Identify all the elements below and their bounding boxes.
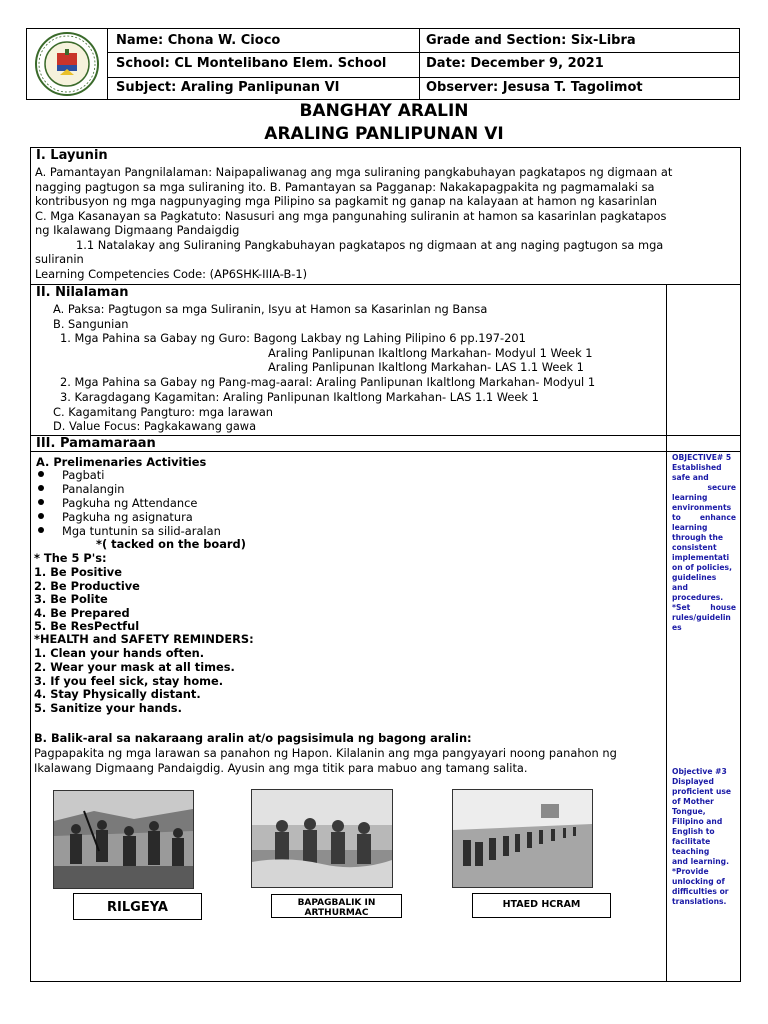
lesson-date: Date: December 9, 2021 — [426, 56, 604, 71]
subject: Subject: Araling Panlipunan VI — [116, 80, 340, 95]
nilalaman-heading: II. Nilalaman — [36, 285, 129, 300]
layunin-line: kontribusyon ng mga nagpunyaging mga Pilipino sa pagkamit ng ganap na kalayaan at hamon ng kasarinlan — [35, 194, 658, 208]
objective-5-note: OBJECTIVE# 5 Established safe and secure learning environments to enhance learning through the consistent implementati on of policies, guidelines and procedures. *Set house rules/guidelin es — [672, 453, 736, 632]
teacher-name: Name: Chona W. Cioco — [116, 33, 281, 48]
nilalaman-line: C. Kagamitang Pangturo: mga larawan — [53, 405, 274, 419]
five-ps-item: 4. Be Prepared — [34, 606, 130, 620]
layunin-line: C. Mga Kasanayan sa Pagkatuto: Nasusuri ang mga pangunahing suliranin at hamon sa kasarinlan pagkatapos — [35, 209, 667, 223]
grade-section: Grade and Section: Six-Libra — [426, 33, 636, 48]
guerrilla-photo — [53, 790, 194, 889]
macarthur-return-photo — [251, 789, 393, 888]
bullet-icon — [38, 471, 44, 477]
nilalaman-line: Araling Panlipunan Ikaltlong Markahan- Modyul 1 Week 1 — [268, 346, 593, 360]
health-item: 4. Stay Physically distant. — [34, 687, 201, 701]
nilalaman-line: B. Sangunian — [53, 317, 129, 331]
pamamaraan-heading: III. Pamamaraan — [36, 436, 156, 451]
death-march-photo — [452, 789, 593, 888]
nilalaman-line: 3. Karagdagang Kagamitan: Araling Panlipunan Ikaltlong Markahan- LAS 1.1 Week 1 — [60, 390, 539, 404]
five-ps-title: * The 5 P's: — [34, 551, 107, 565]
balik-aral-line: Ikalawang Digmaang Pandaigdig. Ayusin ang mga titik para mabuo ang tamang salita. — [34, 761, 528, 775]
scrambled-word-box: BAPAGBALIK IN ARTHURMAC — [271, 894, 402, 918]
doc-subtitle: ARALING PANLIPUNAN VI — [264, 124, 504, 144]
prelim-item: Pagbati — [62, 468, 105, 482]
five-ps-item: 1. Be Positive — [34, 565, 122, 579]
nilalaman-line: Araling Panlipunan Ikaltlong Markahan- LAS 1.1 Week 1 — [268, 360, 584, 374]
bullet-icon — [38, 513, 44, 519]
layunin-line: suliranin — [35, 252, 84, 266]
health-item: 5. Sanitize your hands. — [34, 701, 182, 715]
school-seal-logo — [32, 31, 102, 97]
prelim-heading: A. Prelimenaries Activities — [36, 455, 207, 469]
scrambled-word-box: RILGEYA — [73, 893, 202, 920]
nilalaman-line: 2. Mga Pahina sa Gabay ng Pang-mag-aaral: Araling Panlipunan Ikaltlong Markahan- Modyul 1 — [60, 375, 596, 389]
layunin-heading: I. Layunin — [36, 148, 108, 163]
bullet-icon — [38, 527, 44, 533]
tacked-note: *( tacked on the board) — [96, 537, 246, 551]
layunin-line: ng Ikalawang Digmaang Pandaigdig — [35, 223, 240, 237]
layunin-line: nagging pagtugon sa mga suliraning ito. B. Pamantayan sa Pagganap: Nakakapagpakita ng pagmamalaki sa — [35, 180, 655, 194]
doc-title: BANGHAY ARALIN — [299, 101, 469, 121]
scrambled-word-box: HTAED HCRAM — [472, 893, 611, 918]
school-name: School: CL Montelibano Elem. School — [116, 56, 387, 71]
nilalaman-line: 1. Mga Pahina sa Gabay ng Guro: Bagong Lakbay ng Lahing Pilipino 6 pp.197-201 — [60, 331, 526, 345]
five-ps-item: 2. Be Productive — [34, 579, 140, 593]
observer: Observer: Jesusa T. Tagolimot — [426, 80, 643, 95]
five-ps-item: 5. Be ResPectful — [34, 619, 140, 633]
health-item: 1. Clean your hands often. — [34, 646, 205, 660]
prelim-item: Pagkuha ng asignatura — [62, 510, 193, 524]
nilalaman-line: A. Paksa: Pagtugon sa mga Suliranin, Isyu at Hamon sa Kasarinlan ng Bansa — [53, 302, 488, 316]
objective-3-note: Objective #3 Displayed proficient use of Mother Tongue, Filipino and English to facilitate teaching and learning. *Provide unlocking of difficulties or translations. — [672, 767, 732, 906]
balik-aral-line: Pagpapakita ng mga larawan sa panahon ng Hapon. Kilalanin ang mga pangyayari noong panahon ng — [34, 746, 617, 760]
health-title: *HEALTH and SAFETY REMINDERS: — [34, 632, 254, 646]
prelim-item: Panalangin — [62, 482, 125, 496]
prelim-item: Pagkuha ng Attendance — [62, 496, 198, 510]
layunin-line: A. Pamantayan Pangnilalaman: Naipapaliwanag ang mga suliraning pangkabuhayan pagkatapos ng digmaan at — [35, 165, 673, 179]
nilalaman-line: D. Value Focus: Pagkakawang gawa — [53, 419, 257, 433]
balik-aral-title: B. Balik-aral sa nakaraang aralin at/o pagsisimula ng bagong aralin: — [34, 731, 472, 745]
health-item: 2. Wear your mask at all times. — [34, 660, 235, 674]
prelim-item: Mga tuntunin sa silid-aralan — [62, 524, 221, 538]
bullet-icon — [38, 499, 44, 505]
layunin-line: 1.1 Natalakay ang Suliraning Pangkabuhayan pagkatapos ng digmaan at ang naging pagtugon sa mga — [76, 238, 664, 252]
bullet-icon — [38, 485, 44, 491]
competency-code: Learning Competencies Code: (AP6SHK-IIIA-B-1) — [35, 267, 308, 281]
five-ps-item: 3. Be Polite — [34, 592, 108, 606]
health-item: 3. If you feel sick, stay home. — [34, 674, 224, 688]
